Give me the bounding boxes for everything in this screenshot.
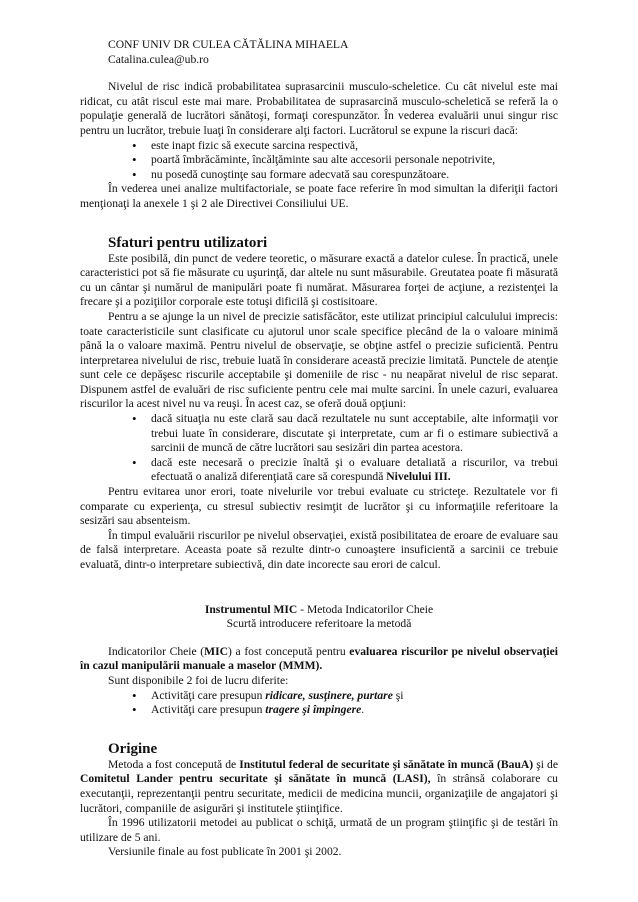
intro-paragraph: Nivelul de risc indică probabilitatea suprasarcinii musculo-scheletice. Cu cât nivelul este mai ridicat, cu atât riscul este mai mare. Probabilitatea de suprasarcină musculo-scheletică se referă la o populaţie generală de lucrători sănătoşi, formaţi corespunzător. În vederea evaluării unui singur risc pentru un lucrător, trebuie luaţi în considerare alţi factori. Lucrătorul se expune la riscuri dacă: xyxy=(80,80,558,137)
worksheets-intro: Sunt disponibile 2 foi de lucru diferite: xyxy=(108,673,289,687)
advice-paragraph-4: În timpul evaluării riscurilor pe nivelul observaţiei, există posibilitatea de eroare de evaluare sau de falsă interpretare. Aceasta poate să rezulte dintr-o cunoaştere insuficientă a sarcinii ce trebuie evaluată, dintr-o interpretare subiectivă, din date incorecte sau erori de calcul. xyxy=(80,528,558,571)
option-text: dacă este necesară o precizie înaltă şi o evaluare detaliată a riscurilor, va trebui efectuată o analiză diferenţiată care să corespundă xyxy=(151,455,558,484)
text-run-bold: Comitetul Lander pentru securitate şi sănătate în muncă (LASI), xyxy=(80,772,431,786)
text-run: ) a fost concepută pentru xyxy=(228,644,350,658)
text-run: Metoda a fost concepută de xyxy=(108,757,240,771)
text-run: în strânsă colaborare cu executanţii, reprezentanţii pentru securitate, medicii de medicina muncii, organizaţiile de angajatori şi lucrători, companiile de asigurări şi institutele ştiinţifice. xyxy=(80,772,558,815)
instrument-title-rest: - Metoda Indicatorilor Cheie xyxy=(297,602,434,616)
instrument-title xyxy=(80,603,558,618)
risk-conditions-list xyxy=(80,139,558,183)
author-email: Catalina.culea@ub.ro xyxy=(108,52,209,66)
instrument-paragraph xyxy=(80,645,558,674)
origin-paragraph-3: Versiunile finale au fost publicate în 2001 şi 2002. xyxy=(108,845,342,859)
text-run: . xyxy=(361,703,365,717)
worksheets-list xyxy=(80,689,558,718)
text-run-emphasis: tragere şi împingere xyxy=(265,703,362,717)
instrument-subtitle: Scurtă introducere referitoare la metodă xyxy=(226,617,412,631)
level-three-label: Nivelului III. xyxy=(386,470,451,484)
section-heading-origin: Origine xyxy=(108,740,158,757)
text-run: Indicatorilor Cheie ( xyxy=(108,644,205,658)
text-run-bold: Institutul federal de securitate şi sănătate în muncă (BauA) xyxy=(239,757,534,771)
author-name: CONF UNIV DR CULEA CĂTĂLINA MIHAELA xyxy=(108,38,349,51)
list-item: • nu posedă cunoştinţe sau formare adecvată sau corespunzătoare. xyxy=(80,168,558,183)
intro-paragraph-2: În vederea unei analize multifactoriale, se poate face referire în mod simultan la diferiţii factori menţionaţi la anexele 1 şi 2 ale Directivei Consiliului UE. xyxy=(80,182,558,210)
list-item: • dacă situaţia nu este clară sau dacă rezultatele nu sunt acceptabile, alte informaţii vor trebui luate în considerare, discutate şi interpretate, cum ar fi o estimare subiectivă a sarcinii de muncă de către lucrători sau sesizări din partea acestora. xyxy=(80,412,558,456)
list-item xyxy=(80,689,558,704)
list-item xyxy=(80,703,558,718)
advice-paragraph-1: Este posibilă, din punct de vedere teoretic, o măsurare exactă a datelor culese. În practică, unele caracteristici pot să fie măsurate cu uşurinţă, dar altele nu sunt măsurabile. Greutatea poate fi măsurată cu un cântar şi numărul de manipulări poate fi numărat. Măsurarea forţei de acţiune, a rezistenţei la frecare şi a poziţiilor corporale este totuşi dificilă şi costisitoare. xyxy=(80,251,558,309)
text-run-bold: evaluarea riscurilor pe nivelul observaţiei în cazul manipulării manuale a maselor (MMM). xyxy=(80,644,558,673)
list-item: • poartă îmbrăcăminte, încălţăminte sau alte accesorii personale nepotrivite, xyxy=(80,153,558,168)
mic-abbrev: MIC xyxy=(204,644,228,658)
origin-paragraph-1 xyxy=(80,758,558,816)
options-list xyxy=(80,412,558,485)
origin-paragraph-2: În 1996 utilizatorii metodei au publicat o schiţă, urmată de un program ştiinţific şi de testări în utilizare de 5 ani. xyxy=(80,816,558,844)
text-run: şi de xyxy=(533,757,558,771)
instrument-title-bold: Instrumentul MIC xyxy=(204,602,298,616)
text-run: şi xyxy=(392,688,404,702)
section-heading-advice: Sfaturi pentru utilizatori xyxy=(108,234,268,251)
text-run-emphasis: ridicare, susţinere, purtare xyxy=(265,688,393,702)
text-run: Activităţi care presupun xyxy=(151,703,266,717)
advice-paragraph-2: Pentru a se ajunge la un nivel de precizie satisfăcător, este utilizat principiul calculului imprecis: toate caracteristicile sunt clasificate cu ajutorul unor scale specifice plecând de la o valoare minimă până la o valoare maximă. Pentru nivelul de observaţie, se obţine astfel o precizie suficientă. Pentru interpretarea nivelului de risc, trebuie luată în considerare această precizie limitată. Punctele de atenţie sunt cele ce depăşesc riscurile acceptabile şi domeniile de risc - nu neapărat nivelul de risc separat. Dispunem astfel de evaluări de risc suficiente pentru cele mai multe sarcini. În unele cazuri, evaluarea riscurilor la acest nivel nu va reuşi. În acest caz, se oferă două opţiuni: xyxy=(80,309,558,411)
advice-paragraph-3: Pentru evitarea unor erori, toate nivelurile vor trebui evaluate cu stricteţe. Rezultatele vor fi comparate cu experienţa, cu stresul subiectiv resimţit de lucrător şi cu informaţiile referitoare la sesizări sau absenteism. xyxy=(80,485,558,528)
list-item xyxy=(80,456,558,485)
text-run: Activităţi care presupun xyxy=(151,688,266,702)
list-item: • este inapt fizic să execute sarcina respectivă, xyxy=(80,139,558,154)
